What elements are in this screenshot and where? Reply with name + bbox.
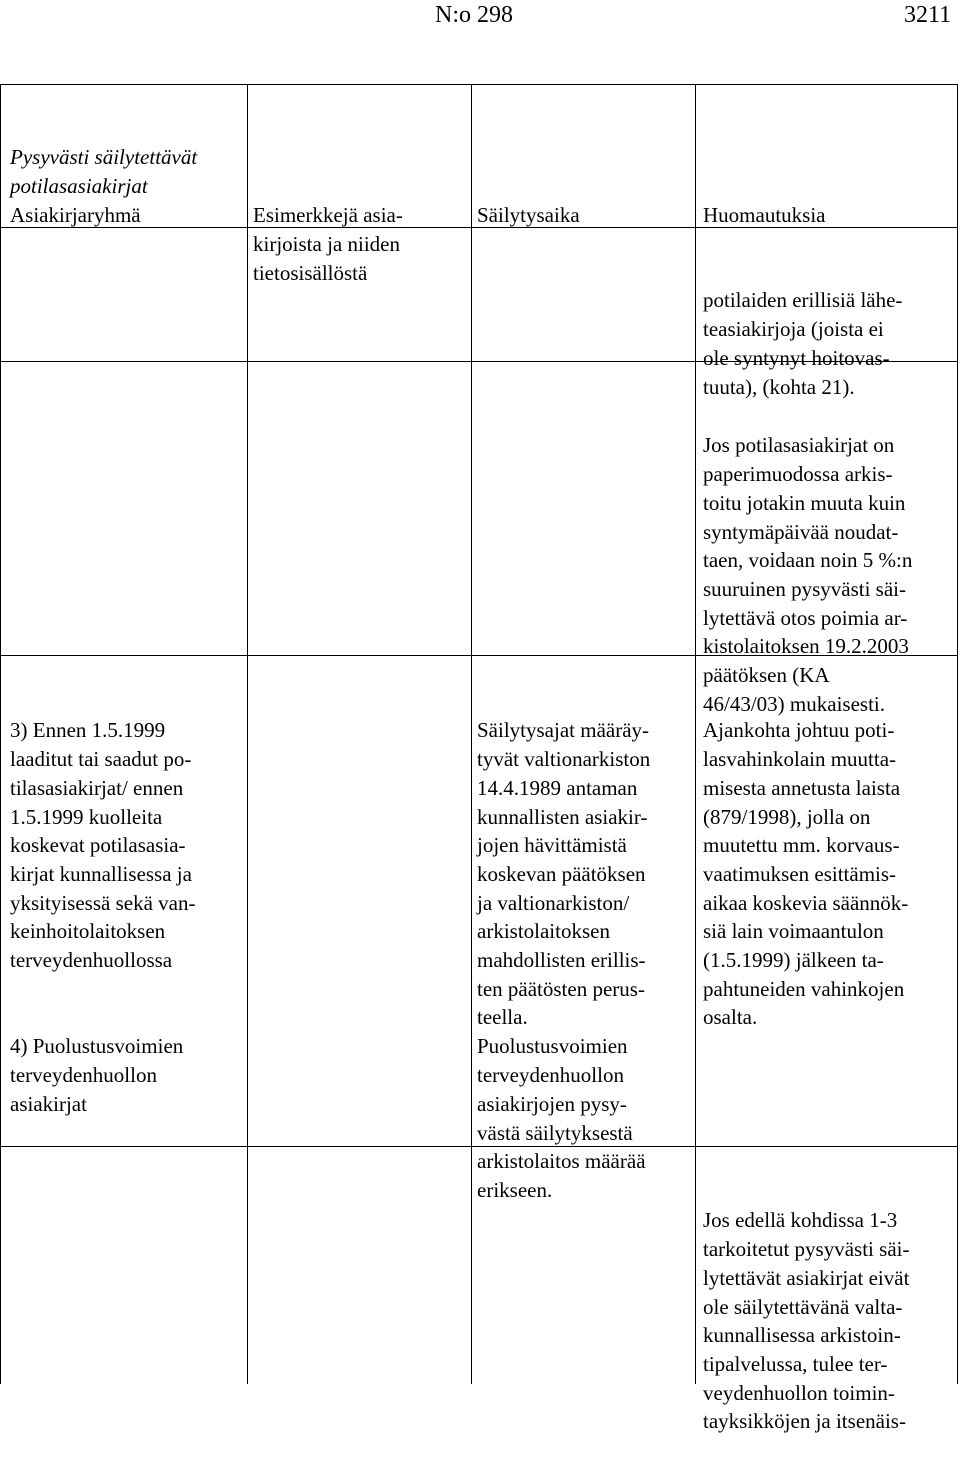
column-divider bbox=[247, 84, 248, 1384]
page-number: 3211 bbox=[904, 2, 952, 28]
column-header-examples: Esimerkkejä asia- kirjoista ja niiden tietosisällöstä bbox=[253, 203, 403, 285]
retention-cell: Puolustusvoimien terveydenhuollon asiakirjojen pysy- västä säilytyksestä arkistolaitos määrää erikseen. bbox=[477, 1034, 646, 1202]
notes-cell: Jos edellä kohdissa 1-3 tarkoitetut pysyvästi säi- lytettävät asiakirjat eivät ole säilytettävänä valta- kunnallisessa arkistoin- tipalvelussa, tulee ter- veydenhuollon toimin- tayksikköjen ja itsenäis- bbox=[703, 1208, 910, 1434]
column-divider bbox=[471, 84, 472, 1384]
column-header-retention: Säilytysaika bbox=[477, 203, 580, 228]
column-header-group: Asiakirjaryhmä bbox=[10, 203, 141, 228]
group-cell: 4) Puolustusvoimien terveydenhuollon asiakirjat bbox=[10, 1034, 184, 1116]
table-caption: Pysyvästi säilytettävät potilasasiakirjat bbox=[10, 145, 198, 199]
column-divider bbox=[695, 84, 696, 1384]
document-number: N:o 298 bbox=[435, 2, 513, 28]
group-cell: 3) Ennen 1.5.1999 laaditut tai saadut po- tilasasiakirjat/ ennen 1.5.1999 kuolleita koskevat potilasasia- kirjat kunnallisessa ja yksityisessä sekä van- keinhoitolaitoksen terveydenhuollossa bbox=[10, 718, 196, 973]
notes-cell: potilaiden erillisiä lähe- teasiakirjoja (joista ei ole syntynyt hoitovas- tuuta), (kohta 21). bbox=[703, 288, 903, 399]
column-header-notes: Huomautuksia bbox=[703, 203, 826, 228]
notes-cell: Ajankohta johtuu poti- lasvahinkolain muutta- misesta annetusta laista (879/1998), jolla on muutettu mm. korvaus- vaatimuksen esittämis- aikaa koskevia säännök- siä lain voimaantulon (1.5.1999) jälkeen ta- pahtuneiden vahinkojen osalta. bbox=[703, 718, 909, 1030]
retention-cell: Säilytysajat määräy- tyvät valtionarkiston 14.4.1989 antaman kunnallisten asiakir- jojen hävittämistä koskevan päätöksen ja valtionarkiston/ arkistolaitoksen mahdollisten erillis- ten päätösten perus- teella. bbox=[477, 718, 651, 1030]
notes-cell: Jos potilasasiakirjat on paperimuodossa arkis- toitu jotakin muuta kuin syntymäpäivää noudat- taen, voidaan noin 5 %:n suuruinen pysyvästi säi- lytettävä otos poimia ar- kistolaitoksen 19.2.2003 päätöksen (KA 46/43/03) mukaisesti. bbox=[703, 433, 913, 716]
